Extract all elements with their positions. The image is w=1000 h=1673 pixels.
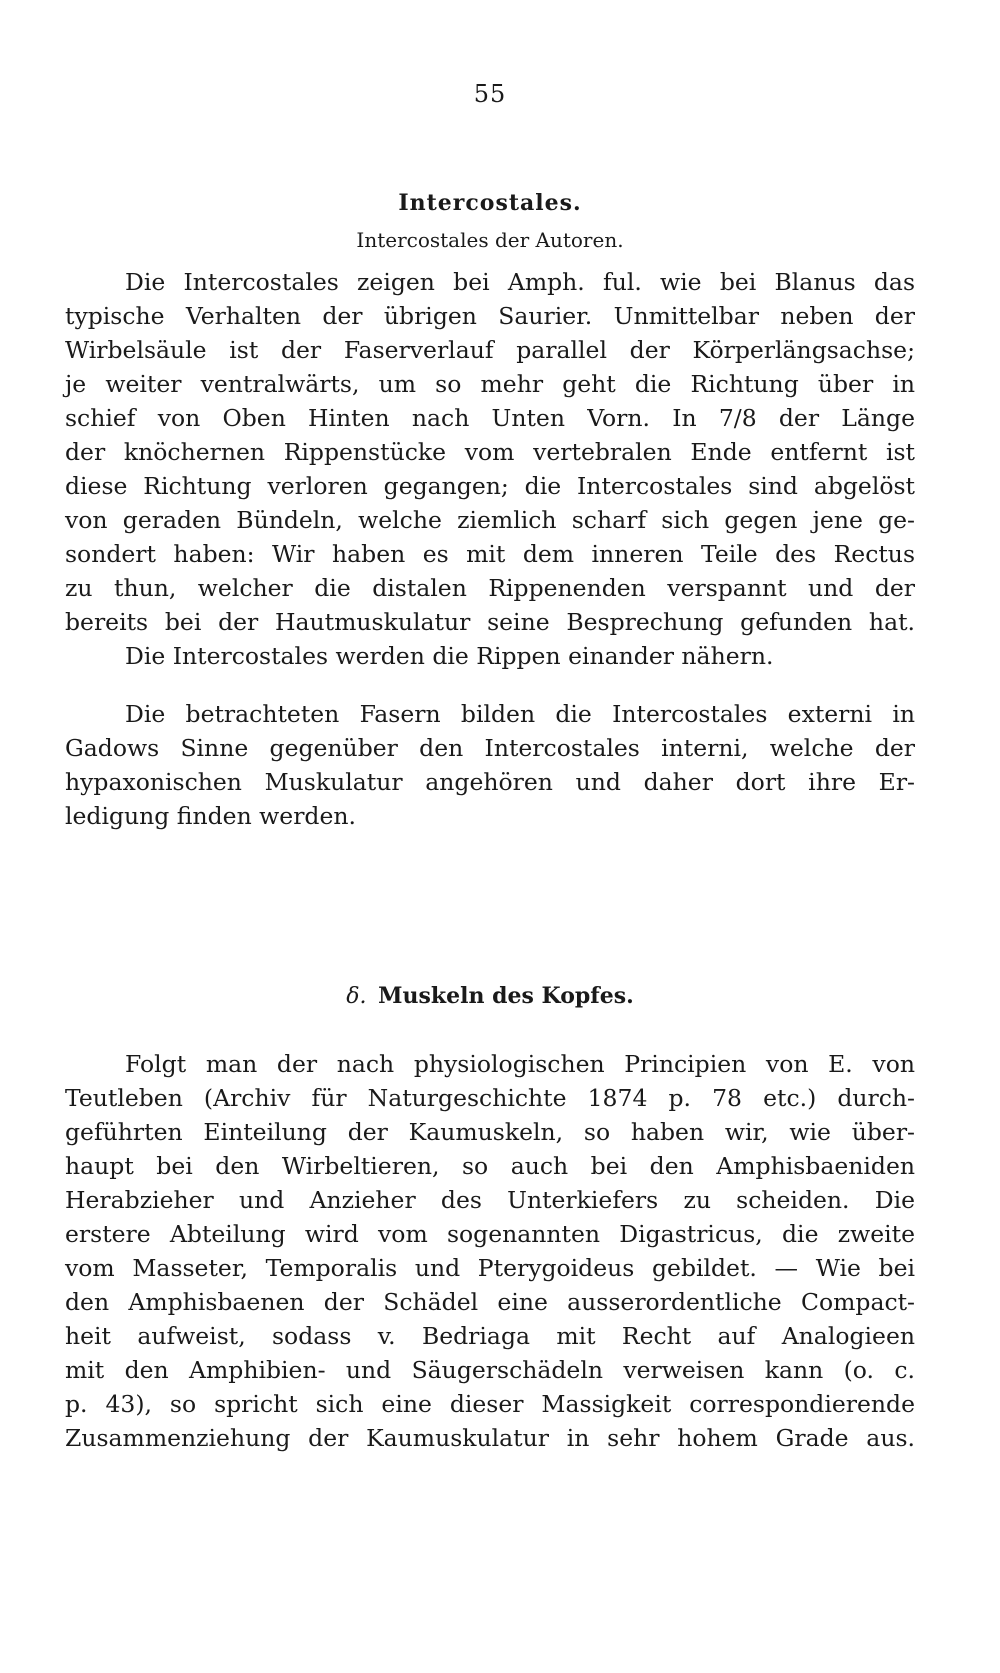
text-line: geführten Einteilung der Kaumuskeln, so haben wir, wie über-	[65, 1118, 915, 1146]
section-title-intercostales: Intercostales.	[398, 190, 582, 216]
text-line: Folgt man der nach physiologischen Principien von E. von	[125, 1050, 915, 1078]
text-line: schief von Oben Hinten nach Unten Vorn. In 7/8 der Länge	[65, 404, 915, 432]
text-line: p. 43), so spricht sich eine dieser Massigkeit correspondierende	[65, 1390, 915, 1418]
text-line: je weiter ventralwärts, um so mehr geht die Richtung über in	[65, 370, 915, 398]
text-line: sondert haben: Wir haben es mit dem inneren Teile des Rectus	[65, 540, 915, 568]
text-line: diese Richtung verloren gegangen; die Intercostales sind abgelöst	[65, 472, 915, 500]
text-line: Herabzieher und Anzieher des Unterkiefers zu scheiden. Die	[65, 1186, 915, 1214]
text-line: Zusammenziehung der Kaumuskulatur in sehr hohem Grade aus.	[65, 1424, 915, 1452]
text-line: Teutleben (Archiv für Naturgeschichte 1874 p. 78 etc.) durch-	[65, 1084, 915, 1112]
text-line: den Amphisbaenen der Schädel eine ausserordentliche Compact-	[65, 1288, 915, 1316]
text-line: mit den Amphibien- und Säugerschädeln verweisen kann (o. c.	[65, 1356, 915, 1384]
text-line: typische Verhalten der übrigen Saurier. Unmittelbar neben der	[65, 302, 915, 330]
paragraph-intercostales-2	[65, 697, 915, 833]
text-line: Wirbelsäule ist der Faserverlauf parallel der Körperlängsachse;	[65, 336, 915, 364]
text-line: zu thun, welcher die distalen Rippenenden verspannt und der	[65, 574, 915, 602]
text-line: haupt bei den Wirbeltieren, so auch bei den Amphisbaeniden	[65, 1152, 915, 1180]
text-line: ledigung finden werden.	[65, 802, 356, 830]
text-line: vom Masseter, Temporalis und Pterygoideus gebildet. — Wie bei	[65, 1254, 915, 1282]
page-number: 55	[473, 80, 507, 108]
text-line: von geraden Bündeln, welche ziemlich scharf sich gegen jene ge-	[65, 506, 915, 534]
section-title-text: Muskeln des Kopfes.	[378, 983, 634, 1009]
text-line: Die Intercostales werden die Rippen einander nähern.	[125, 642, 774, 670]
section-subtitle: Intercostales der Autoren.	[356, 228, 624, 252]
text-line: erstere Abteilung wird vom sogenannten Digastricus, die zweite	[65, 1220, 915, 1248]
section-title-kopf	[0, 983, 980, 1009]
section-letter: δ.	[346, 984, 367, 1009]
text-line: Die Intercostales zeigen bei Amph. ful. wie bei Blanus das	[125, 268, 915, 296]
text-line: hypaxonischen Muskulatur angehören und daher dort ihre Er-	[65, 768, 915, 796]
paragraph-intercostales-1	[65, 265, 915, 673]
text-line: bereits bei der Hautmuskulatur seine Besprechung gefunden hat.	[65, 608, 915, 636]
text-line: Die betrachteten Fasern bilden die Intercostales externi in	[125, 700, 915, 728]
paragraph-kopf-1	[65, 1047, 915, 1455]
text-line: der knöchernen Rippenstücke vom vertebralen Ende entfernt ist	[65, 438, 915, 466]
text-line: Gadows Sinne gegenüber den Intercostales interni, welche der	[65, 734, 915, 762]
text-line: heit aufweist, sodass v. Bedriaga mit Recht auf Analogieen	[65, 1322, 915, 1350]
